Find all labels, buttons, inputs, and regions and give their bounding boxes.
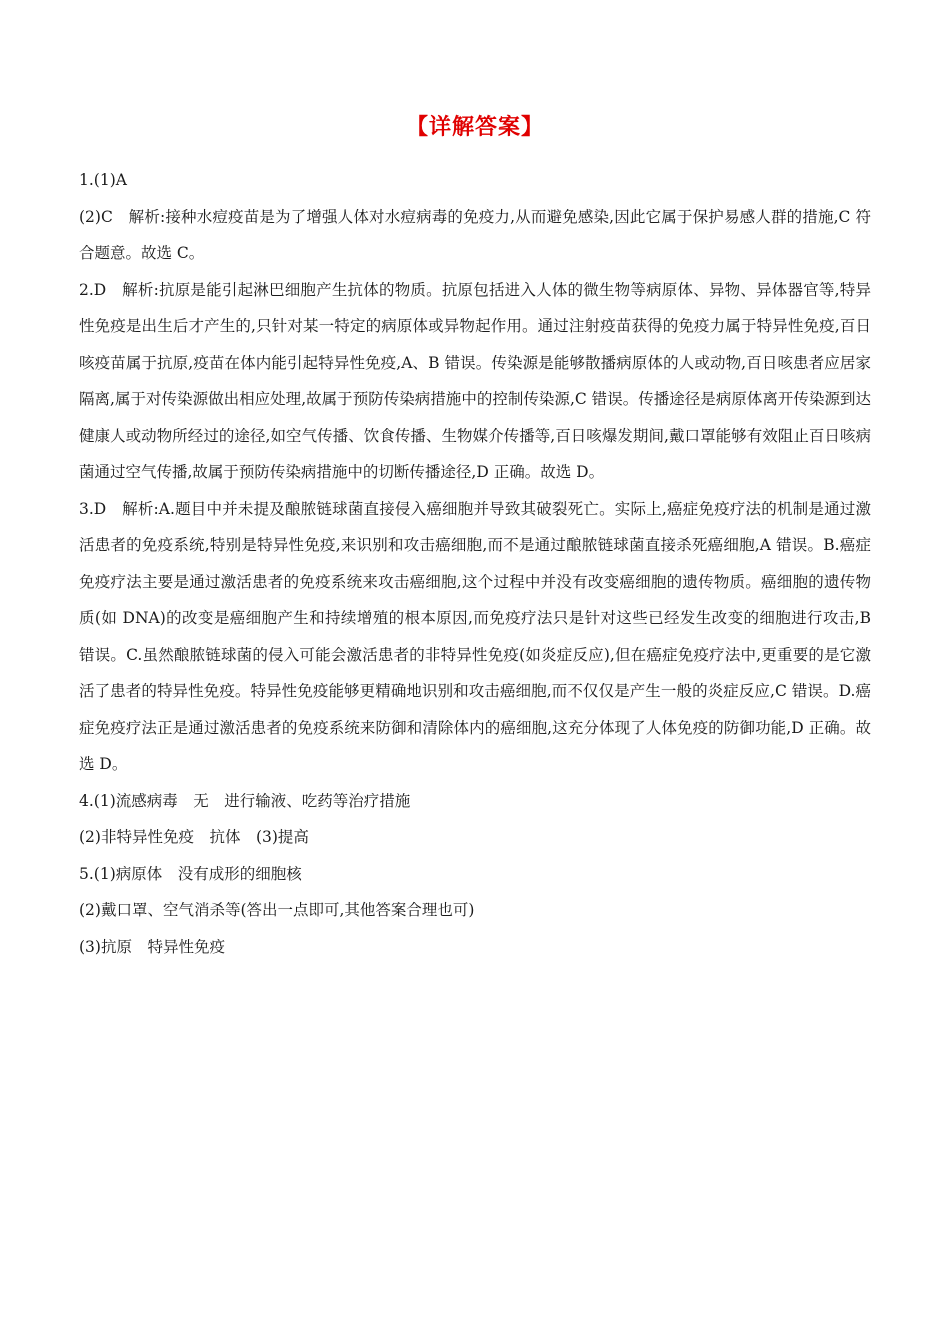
answer-5-2: (2)戴口罩、空气消杀等(答出一点即可,其他答案合理也可) [79, 901, 475, 919]
answer-3: 3.D 解析:A.题目中并未提及酿脓链球菌直接侵入癌细胞并导致其破裂死亡。实际上,癌症免疫疗法的机制是通过激活患者的免疫系统,特别是特异性免疫,来识别和攻击癌细胞,而不是通过酿脓链球菌直接杀死癌细胞,A 错误。B.癌症免疫疗法主要是通过激活患者的免疫系统来攻击癌细胞,这个过程中并没有改变癌细胞的遗传物质。癌细胞的遗传物质(如 DNA)的改变是癌细胞产生和持续增殖的根本原因,而免疫疗法只是针对这些已经发生改变的细胞进行攻击,B 错误。C.虽然酿脓链球菌的侵入可能会激活患者的非特异性免疫(如炎症反应),但在癌症免疫疗法中,更重要的是它激活了患者的特异性免疫。特异性免疫能够更精确地识别和攻击癌细胞,而不仅仅是产生一般的炎症反应,C 错误。D.癌症免疫疗法正是通过激活患者的免疫系统来防御和清除体内的癌细胞,这充分体现了人体免疫的防御功能,D 正确。故选 D。 [79, 499, 871, 773]
answer-4-2-3: (2)非特异性免疫 抗体 (3)提高 [79, 828, 309, 846]
answer-1-2: (2)C 解析:接种水痘疫苗是为了增强人体对水痘病毒的免疫力,从而避免感染,因此它属于保护易感人群的措施,C 符合题意。故选 C。 [79, 207, 871, 262]
answer-5-3: (3)抗原 特异性免疫 [79, 937, 225, 956]
answer-1-1: 1.(1)A [79, 171, 127, 189]
answer-4-1: 4.(1)流感病毒 无 进行输液、吃药等治疗措施 [79, 791, 411, 810]
page-title: 【详解答案】 [405, 115, 544, 140]
answer-document [79, 110, 871, 965]
answer-2: 2.D 解析:抗原是能引起淋巴细胞产生抗体的物质。抗原包括进入人体的微生物等病原体、异物、异体器官等,特异性免疫是出生后才产生的,只针对某一特定的病原体或异物起作用。通过注射疫苗获得的免疫力属于特异性免疫,百日咳疫苗属于抗原,疫苗在体内能引起特异性免疫,A、B 错误。传染源是能够散播病原体的人或动物,百日咳患者应居家隔离,属于对传染源做出相应处理,故属于预防传染病措施中的控制传染源,C 错误。传播途径是病原体离开传染源到达健康人或动物所经过的途径,如空气传播、饮食传播、生物媒介传播等,百日咳爆发期间,戴口罩能够有效阻止百日咳病菌通过空气传播,故属于预防传染病措施中的切断传播途径,D 正确。故选 D。 [79, 280, 871, 481]
answer-5-1: 5.(1)病原体 没有成形的细胞核 [79, 864, 302, 883]
